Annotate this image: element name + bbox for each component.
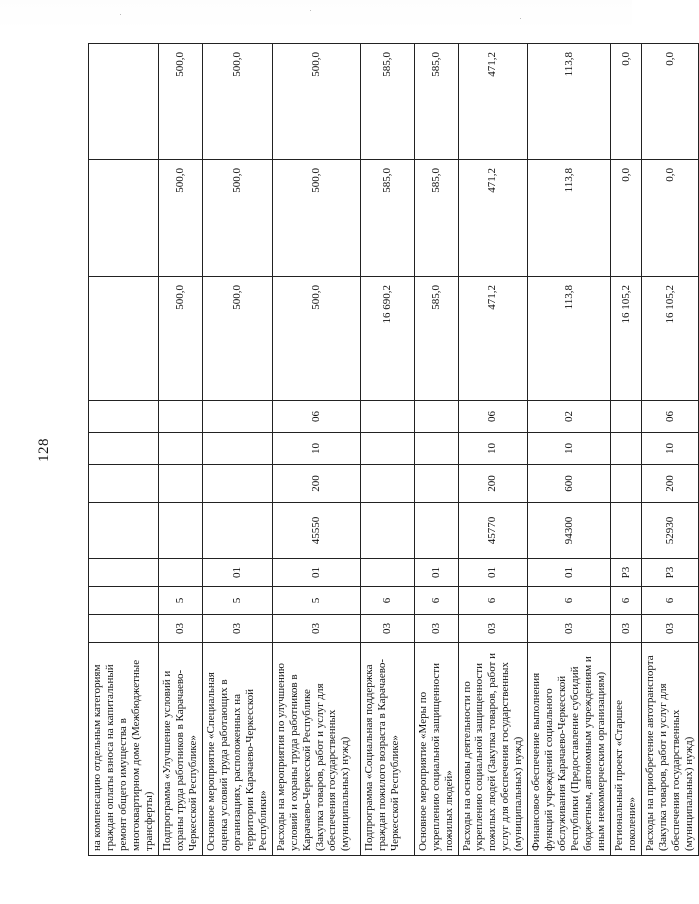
subsection-code [611,401,642,433]
program-code [89,615,159,643]
program-code: 03 [414,615,458,643]
program-code: 03 [202,615,272,643]
event-code: 01 [528,559,611,587]
value-year-3: 0,0 [642,44,699,160]
subprogram-code [89,587,159,615]
row-name: Расходы на основы деятельности по укреплению социальной защищенности пожилых людей (Закупка товаров, работ и услуг для обеспечения государственных (муниципальных) нужд) [458,643,528,856]
expense-type-code: 200 [458,465,528,503]
program-code: 03 [642,615,699,643]
value-year-2: 0,0 [611,160,642,277]
subsection-code [202,401,272,433]
direction-code [611,503,642,559]
subprogram-code: 6 [414,587,458,615]
table-row [272,44,360,856]
expense-type-code [360,465,414,503]
table-row [414,44,458,856]
expense-type-code [89,465,159,503]
section-code [89,433,159,465]
value-year-2: 113,8 [528,160,611,277]
expense-type-code [202,465,272,503]
value-year-1: 500,0 [272,277,360,401]
event-code: 01 [202,559,272,587]
event-code: P3 [642,559,699,587]
value-year-3 [89,44,159,160]
program-code: 03 [272,615,360,643]
event-code [360,559,414,587]
row-name: Финансовое обеспечение выполнения функций учреждений социального обслуживания Карачаево-Черкесской Республики (Предоставление субсидий бюджетным, автономным учреждениям и иным некоммерческим организациям) [528,643,611,856]
row-name: Расходы на приобретение автотранспорта (Закупка товаров, работ и услуг для обеспечения государственных (муниципальных) нужд) [642,643,699,856]
event-code: 01 [458,559,528,587]
subprogram-code: 5 [202,587,272,615]
table-row [360,44,414,856]
value-year-1: 113,8 [528,277,611,401]
section-code: 10 [458,433,528,465]
table-row [158,44,202,856]
event-code: P3 [611,559,642,587]
direction-code [158,503,202,559]
table-body [89,44,699,856]
value-year-1: 585,0 [414,277,458,401]
value-year-1: 16 105,2 [611,277,642,401]
row-name: на компенсацию отдельным категориям граждан оплаты взноса на капитальный ремонт общего имущества в многоквартирном доме (Межбюджетные трансферты) [89,643,159,856]
value-year-2: 471,2 [458,160,528,277]
program-code: 03 [458,615,528,643]
section-code: 10 [528,433,611,465]
table-row [458,44,528,856]
subprogram-code: 6 [642,587,699,615]
value-year-3: 500,0 [202,44,272,160]
value-year-1: 471,2 [458,277,528,401]
row-name: Расходы на мероприятия по улучшению условий и охраны труда работников в Карачаево-Черкесской Республике (Закупка товаров, работ и услуг для обеспечения государственных (муниципальных) нужд) [272,643,360,856]
section-code [611,433,642,465]
row-name: Подпрограмма «Социальная поддержка граждан пожилого возраста в Карачаево-Черкесской Республике» [360,643,414,856]
subsection-code [89,401,159,433]
event-code [158,559,202,587]
value-year-1: 500,0 [158,277,202,401]
expense-type-code: 200 [272,465,360,503]
value-year-2: 500,0 [272,160,360,277]
scan-speck [310,10,311,11]
program-code: 03 [528,615,611,643]
scan-speck [120,14,121,15]
subsection-code: 06 [458,401,528,433]
value-year-2: 585,0 [414,160,458,277]
table-row [202,44,272,856]
section-code [158,433,202,465]
scan-margin [0,0,632,30]
value-year-3: 500,0 [272,44,360,160]
section-code [360,433,414,465]
program-code: 03 [360,615,414,643]
value-year-3: 0,0 [611,44,642,160]
direction-code: 94300 [528,503,611,559]
value-year-3: 500,0 [158,44,202,160]
row-name: Региональный проект «Старшее поколение» [611,643,642,856]
value-year-2: 0,0 [642,160,699,277]
value-year-1: 16 105,2 [642,277,699,401]
subsection-code: 06 [642,401,699,433]
subsection-code: 06 [272,401,360,433]
table-row [89,44,159,856]
subprogram-code: 6 [611,587,642,615]
expense-type-code: 200 [642,465,699,503]
direction-code: 45550 [272,503,360,559]
subprogram-code: 5 [272,587,360,615]
direction-code [414,503,458,559]
event-code [89,559,159,587]
value-year-3: 585,0 [414,44,458,160]
expense-type-code: 600 [528,465,611,503]
program-code: 03 [611,615,642,643]
event-code: 01 [272,559,360,587]
budget-table [88,43,699,856]
value-year-1: 500,0 [202,277,272,401]
subsection-code [158,401,202,433]
value-year-3: 113,8 [528,44,611,160]
event-code: 01 [414,559,458,587]
direction-code [89,503,159,559]
section-code: 10 [642,433,699,465]
scan-speck [520,18,521,19]
section-code [414,433,458,465]
value-year-2: 500,0 [158,160,202,277]
table-row [528,44,611,856]
value-year-2: 500,0 [202,160,272,277]
subsection-code [414,401,458,433]
expense-type-code [414,465,458,503]
direction-code: 45770 [458,503,528,559]
page-number: 128 [36,438,52,462]
row-name: Основное мероприятие «Меры по укреплению социальной защищенности пожилых людей» [414,643,458,856]
expense-type-code [611,465,642,503]
program-code: 03 [158,615,202,643]
value-year-1: 16 690,2 [360,277,414,401]
row-name: Основное мероприятие «Специальная оценка условий труда работающих в организациях, расположенных на территории Карачаево-Черкесской Республики» [202,643,272,856]
subprogram-code: 6 [528,587,611,615]
section-code: 10 [272,433,360,465]
table-row [642,44,699,856]
direction-code [202,503,272,559]
value-year-3: 471,2 [458,44,528,160]
subprogram-code: 6 [458,587,528,615]
value-year-3: 585,0 [360,44,414,160]
direction-code [360,503,414,559]
row-name: Подпрограмма «Улучшение условий и охраны труда работников в Карачаево-Черкесской Республике» [158,643,202,856]
expense-type-code [158,465,202,503]
value-year-2: 585,0 [360,160,414,277]
subprogram-code: 6 [360,587,414,615]
subsection-code: 02 [528,401,611,433]
section-code [202,433,272,465]
subsection-code [360,401,414,433]
value-year-1 [89,277,159,401]
subprogram-code: 5 [158,587,202,615]
table-row [611,44,642,856]
direction-code: 52930 [642,503,699,559]
budget-table-rotated [88,44,695,856]
value-year-2 [89,160,159,277]
